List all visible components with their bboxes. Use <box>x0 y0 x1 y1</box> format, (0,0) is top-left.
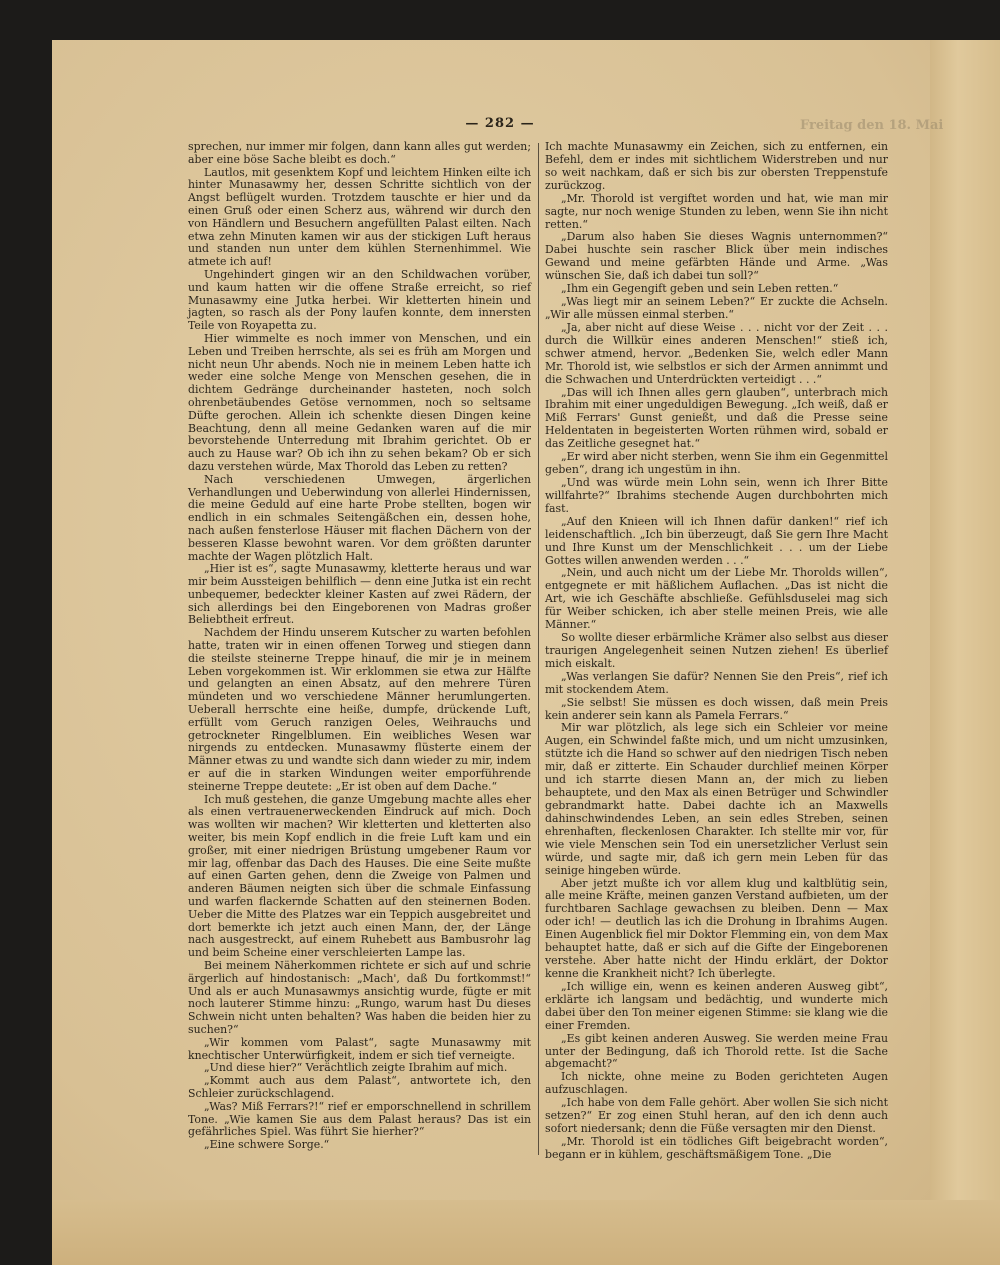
paragraph: „Mr. Thorold ist vergiftet worden und hat, wie man mir sagte, nur noch wenige Stunden zu leben, wenn Sie ihn nicht retten.“ <box>545 191 888 231</box>
right-text-column <box>545 141 888 1162</box>
paragraph: „Was? Miß Ferrars?!“ rief er emporschnellend in schrillem Tone. „Wie kamen Sie aus dem Palast heraus? Das ist ein gefährliches Spiel. Was führt Sie hierher?“ <box>188 1099 531 1139</box>
paragraph: „Hier ist es“, sagte Munasawmy, kletterte heraus und war mir beim Aussteigen behilflich — denn eine Jutka ist ein recht unbequemer, bedeckter kleiner Kasten auf zwei Rädern, der sich allerdings bei den Eingeborenen von Madras großer Beliebtheit erfreut. <box>188 562 532 627</box>
paragraph: Ich muß gestehen, die ganze Umgebung machte alles eher als einen vertrauenerweckenden Eindruck auf mich. Doch was wollten wir machen? Wir kletterten und kletterten also weiter, bis mein Kopf endlich in die freie Luft kam und ein großer, mit einer niedrigen Brüstung umgebener Raum vor mir lag, offenbar das Dach des Hauses. Die eine Seite mußte auf einen Garten gehen, denn die Zweige von Palmen und anderen Bäumen neigten sich über die schmale Einfassung und warfen flackernde Schatten auf den steinernen Boden. Ueber die Mitte des Platzes war ein Teppich ausgebreitet und dort bemerkte ich jetzt auch einen Mann, der, der Länge nach ausgestreckt, auf einem Ruhebett aus Bambusrohr lag und beim Scheine einer verschleierten Lampe las. <box>188 792 531 960</box>
paragraph: So wollte dieser erbärmliche Krämer also selbst aus dieser traurigen Angelegenheit seinen Nutzen ziehen! Es überlief mich eiskalt. <box>545 631 888 670</box>
paragraph: Nach verschiedenen Umwegen, ärgerlichen Verhandlungen und Ueberwindung von allerlei Hindernissen, die meine Geduld auf eine harte Probe stellten, bogen wir endlich in ein schmales Seitengäßchen ein, dessen hohe, nach außen fensterlose Häuser mit flachen Dächern von der besseren Klasse bewohnt waren. Vor dem größten darunter machte der Wagen plötzlich Halt. <box>188 472 531 563</box>
paragraph: Mir war plötzlich, als lege sich ein Schleier vor meine Augen, ein Schwindel faßte mich, und um nicht umzusinken, stützte ich die Hand so schwer auf den niedrigen Tisch neben mir, daß er zitterte. Ein Schauder durchlief meinen Körper und ich starrte diesen Mann an, der mich zu lieben behauptete, und den Max als einen Betrüger und Schwindler gebrandmarkt hatte. Dabei dachte ich an Maxwells dahinschwindendes Leben, an sein edles Streben, seinen ehrenhaften, fleckenlosen Charakter. Ich stellte mir vor, für wie viele Menschen sein Tod ein unersetzlicher Verlust sein würde, und sagte mir, daß ich gern mein Leben für das seinige hingeben würde. <box>545 721 888 877</box>
paragraph: Bei meinem Näherkommen richtete er sich auf und schrie ärgerlich auf hindostanisch: „Mach', daß Du fortkommst!“ Und als er auch Munasawmys ansichtig wurde, fügte er mit noch lauterer Stimme hinzu: „Rungo, warum hast Du dieses Schwein nicht unten behalten? Was haben die beiden hier zu suchen?“ <box>188 959 531 1036</box>
paragraph: „Er wird aber nicht sterben, wenn Sie ihm ein Gegenmittel geben“, drang ich ungestüm in ihn. <box>545 450 888 477</box>
page-bottom-margin <box>52 1200 1000 1265</box>
paragraph: „Es gibt keinen anderen Ausweg. Sie werden meine Frau unter der Bedingung, daß ich Thorold rette. Ist die Sache abgemacht?“ <box>545 1031 888 1071</box>
bleed-through-text: Freitag den 18. Mai <box>800 118 944 133</box>
paragraph: „Das will ich Ihnen alles gern glauben“, unterbrach mich Ibrahim mit einer ungeduldigen Bewegung. „Ich weiß, daß er Miß Ferrars' Gunst genießt, und daß die Presse seine Heldentaten in begeisterten Worten rühmen wird, sobald er das Zeitliche gesegnet hat.“ <box>545 385 888 451</box>
paragraph: Ungehindert gingen wir an den Schildwachen vorüber, und kaum hatten wir die offene Straße erreicht, so rief Munasawmy eine Jutka herbei. Wir kletterten hinein und jagten, so rasch als der Pony laufen konnte, dem innersten Teile von Royapetta zu. <box>188 267 531 333</box>
paragraph: „Und was würde mein Lohn sein, wenn ich Ihrer Bitte willfahrte?“ Ibrahims stechende Augen durchbohrten mich fast. <box>545 475 888 515</box>
paragraph: Lautlos, mit gesenktem Kopf und leichtem Hinken eilte ich hinter Munasawmy her, dessen Schritte sichtlich von der Angst beflügelt wurden. Trotzdem tauschte er hier und da einen Gruß oder einen Scherz aus, während wir durch den von Händlern und Besuchern angefüllten Palast eilten. Nach etwa zehn Minuten kamen wir aus der stickigen Luft heraus und standen nun unter dem kühlen Sternenhimmel. Wie atmete ich auf! <box>188 165 531 269</box>
left-text-column <box>188 141 531 1152</box>
paragraph: „Auf den Knieen will ich Ihnen dafür danken!“ rief ich leidenschaftlich. „Ich bin überzeugt, daß Sie gern Ihre Macht und Ihre Kunst um der Menschlichkeit . . . um der Liebe Gottes willen anwenden werden . . .“ <box>545 514 888 567</box>
paragraph: „Ich willige ein, wenn es keinen anderen Ausweg gibt“, erklärte ich langsam und bedächtig, und wunderte mich dabei über den Ton meiner eigenen Stimme: sie klang wie die einer Fremden. <box>545 979 888 1032</box>
paragraph: „Ich habe von dem Falle gehört. Aber wollen Sie sich nicht setzen?“ Er zog einen Stuhl heran, auf den ich denn auch sofort niedersank; denn die Füße versagten mir den Dienst. <box>545 1096 888 1136</box>
paragraph: „Ja, aber nicht auf diese Weise . . . nicht vor der Zeit . . . durch die Willkür eines anderen Menschen!“ stieß ich, schwer atmend, hervor. „Bedenken Sie, welch edler Mann Mr. Thorold ist, wie selbstlos er sich der Armen annimmt und die Schwachen und Unterdrückten verteidigt . . .“ <box>545 320 888 386</box>
paragraph: Aber jetzt mußte ich vor allem klug und kaltblütig sein, alle meine Kräfte, meinen ganzen Verstand aufbieten, um der furchtbaren Sachlage gewachsen zu bleiben. Denn — Max oder ich! — deutlich las ich die Drohung in Ibrahims Augen. Einen Augenblick fiel mir Doktor Flemming ein, von dem Max behauptet hatte, daß er sich auf die Gifte der Eingeborenen verstehe. Aber hatte nicht der Hindu erklärt, der Doktor kenne die Krankheit nicht? Ich überlegte. <box>545 876 888 980</box>
paragraph: „Wir kommen vom Palast“, sagte Munasawmy mit knechtischer Unterwürfigkeit, indem er sich tief verneigte. <box>188 1035 531 1062</box>
paragraph: „Eine schwere Sorge.“ <box>204 1138 330 1152</box>
paragraph: „Und diese hier?“ Verächtlich zeigte Ibrahim auf mich. <box>204 1061 508 1075</box>
paragraph: „Sie selbst! Sie müssen es doch wissen, daß mein Preis kein anderer sein kann als Pamela Ferrars.“ <box>545 695 888 722</box>
column-divider <box>538 143 539 1155</box>
paragraph: „Mr. Thorold ist ein tödliches Gift beigebracht worden“, begann er in kühlem, geschäftsmäßigem Tone. „Die <box>545 1134 888 1161</box>
paragraph: Ich nickte, ohne meine zu Boden gerichteten Augen aufzuschlagen. <box>545 1070 888 1097</box>
paragraph: Hier wimmelte es noch immer von Menschen, und ein Leben und Treiben herrschte, als sei es früh am Morgen und nicht neun Uhr abends. Noch nie in meinem Leben hatte ich weder eine solche Menge von Menschen gesehen, die in dichtem Gedränge durcheinander hasteten, noch solch ohrenbetäubendes Getöse vernommen, noch so seltsame Düfte gerochen. Allein ich schenkte diesen Dingen keine Beachtung, denn all meine Gedanken waren auf die mir bevorstehende Unterredung mit Ibrahim gerichtet. Ob er auch zu Hause war? Ob ich ihn zu sehen bekam? Ob er sich dazu verstehen würde, Max Thorold das Leben zu retten? <box>188 331 531 473</box>
paragraph: Ich machte Munasawmy ein Zeichen, sich zu entfernen, ein Befehl, dem er indes mit sichtlichem Widerstreben und nur so weit nachkam, daß er sich bis zur obersten Treppenstufe zurückzog. <box>545 140 888 192</box>
paragraph: „Nein, und auch nicht um der Liebe Mr. Thorolds willen“, entgegnete er mit häßlichem Auflachen. „Das ist nicht die Art, wie ich Geschäfte abschließe. Gefühlsduselei mag sich für Weiber schicken, ich aber stelle meinen Preis, wie alle Männer.“ <box>545 566 888 632</box>
paragraph: „Ihm ein Gegengift geben und sein Leben retten.“ <box>561 282 839 296</box>
paragraph: „Was liegt mir an seinem Leben?“ Er zuckte die Achseln. „Wir alle müssen einmal sterben.“ <box>545 295 888 321</box>
paragraph: Nachdem der Hindu unserem Kutscher zu warten befohlen hatte, traten wir in einen offenen Torweg und stiegen dann die steilste steinerne Treppe hinauf, die mir je in meinem Leben vorgekommen ist. Wir erklommen sie etwa zur Hälfte und gelangten an einen Absatz, auf den mehrere Türen mündeten und wo verschiedene Männer herumlungerten. Ueberall herrschte eine heiße, dumpfe, drückende Luft, erfüllt vom Geruch ranzigen Oeles, Weihrauchs und getrockneter Ringelblumen. Ein weibliches Wesen war nirgends zu entdecken. Munasawmy flüsterte einem der Männer etwas zu und wandte sich dann wieder zu mir, indem er auf die in starken Windungen weiter emporführende steinerne Treppe deutete: „Er ist oben auf dem Dache.“ <box>188 626 531 793</box>
paragraph: „Kommt auch aus dem Palast“, antwortete ich, den Schleier zurückschlagend. <box>188 1074 531 1100</box>
paragraph: „Darum also haben Sie dieses Wagnis unternommen?“ Dabei huschte sein rascher Blick über mein indisches Gewand und meine gefärbten Hände und Arme. „Was wünschen Sie, daß ich dabei tun soll?“ <box>545 230 888 283</box>
page-number: — 282 — <box>465 116 535 131</box>
paragraph: „Was verlangen Sie dafür? Nennen Sie den Preis“, rief ich mit stockendem Atem. <box>545 669 888 696</box>
next-page-edge <box>930 40 1000 1265</box>
paragraph: sprechen, nur immer mir folgen, dann kann alles gut werden; aber eine böse Sache bleibt es doch.“ <box>188 140 531 166</box>
